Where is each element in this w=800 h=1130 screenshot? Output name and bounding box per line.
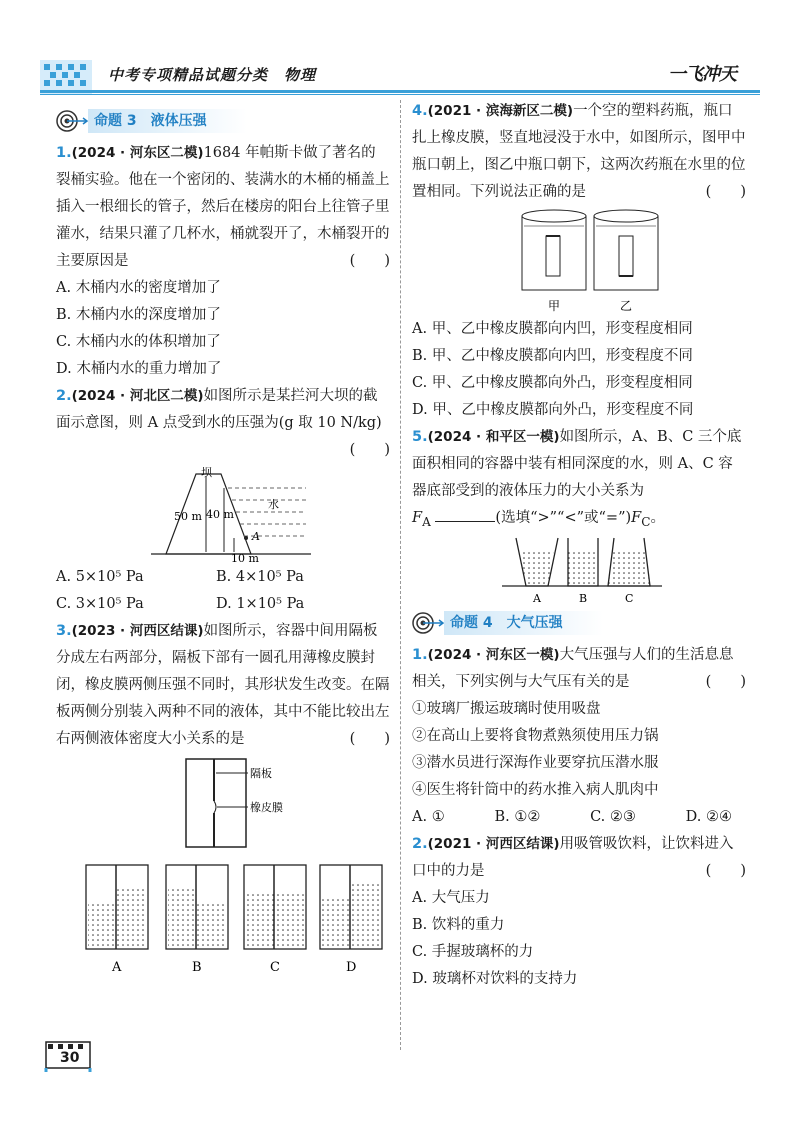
container-label-d: D bbox=[346, 960, 357, 975]
answer-paren: ( ) bbox=[705, 184, 746, 200]
option-c: C. ②③ bbox=[590, 808, 636, 825]
question-number: 5. bbox=[412, 429, 428, 445]
item-4: ④医生将针筒中的药水推入病人肌肉中 bbox=[412, 781, 659, 798]
option-b: B. 甲、乙中橡皮膜都向内凹，形变程度不同 bbox=[412, 348, 693, 364]
force-subscript-a: A bbox=[422, 514, 431, 529]
page-number-badge bbox=[44, 1040, 92, 1072]
question-stem: 用吸管吸饮料，让饮料进入口中的力是 bbox=[412, 835, 734, 879]
question-stem: 1684 年帕斯卡做了著名的裂桶实验。他在一个密闭的、装满水的木桶的桶盖上插入一根细长的管子，然后在楼房的阳台上往管子里灌水，结果只灌了几杯水，桶就裂开了，木桶裂开的主要原因是 bbox=[56, 145, 390, 269]
label-jia: 甲 bbox=[548, 299, 561, 313]
question-4 bbox=[412, 98, 746, 206]
question-source: (2024 · 河东区二模) bbox=[71, 145, 204, 161]
container-label-a: A bbox=[112, 960, 122, 975]
answer-blank[interactable] bbox=[435, 507, 495, 522]
header-checker-icon bbox=[40, 60, 92, 94]
question-stem: 如图所示，A、B、C 三个底面积相同的容器中装有相同深度的水，则 A、C 容器底部受到的液体压力的大小关系为 bbox=[412, 429, 742, 499]
container-label-c: C bbox=[270, 960, 280, 975]
container-b bbox=[166, 865, 228, 949]
question-source: (2024 · 和平区一模) bbox=[427, 429, 560, 445]
question-p1 bbox=[412, 642, 746, 696]
header-brand: 一飞冲天 bbox=[668, 64, 736, 85]
option-a: A. 大气压力 bbox=[412, 889, 490, 906]
answer-paren: ( ) bbox=[349, 731, 390, 747]
force-symbol-c: F bbox=[631, 510, 642, 526]
header-rule-thin bbox=[40, 94, 760, 95]
question-stem: 如图所示是某拦河大坝的截面示意图，则 A 点受到水的压强为(g 取 10 N/kg) bbox=[56, 388, 382, 431]
question-5-fill-line bbox=[412, 505, 746, 536]
question-number: 1. bbox=[56, 145, 72, 161]
question-stem: 大气压强与人们的生活息息相关，下列实例与大气压有关的是 bbox=[412, 646, 734, 690]
option-a: A. ① bbox=[412, 808, 445, 825]
left-column bbox=[56, 104, 390, 983]
option-c: C. 3×10⁵ Pa bbox=[56, 596, 144, 612]
label-yi: 乙 bbox=[620, 299, 633, 313]
item-1: ①玻璃厂搬运玻璃时使用吸盘 bbox=[412, 700, 601, 717]
question-stem: 如图所示，容器中间用隔板分成左右两部分，隔板下部有一圆孔用薄橡皮膜封闭，橡皮膜两侧压强不同时，其形状发生改变。在隔板两侧分别装入两种不同的液体，其中不能比较出左右两侧液体密度大小关系的是 bbox=[56, 623, 390, 747]
vessel-label-b: B bbox=[579, 591, 588, 605]
question-3 bbox=[56, 618, 390, 753]
vessel-label-a: A bbox=[533, 591, 541, 605]
option-d: D. 木桶内水的重力增加了 bbox=[56, 361, 222, 377]
option-d: D. ②④ bbox=[685, 808, 732, 825]
options-row-1 bbox=[56, 564, 390, 591]
sentence-end: 。 bbox=[650, 510, 665, 526]
option-b: B. 木桶内水的深度增加了 bbox=[56, 307, 221, 323]
force-subscript-c: C bbox=[641, 514, 651, 529]
height-10-label: 10 m bbox=[231, 552, 259, 564]
option-d: D. 甲、乙中橡皮膜都向外凸，形变程度不同 bbox=[412, 402, 694, 418]
option-a: A. 木桶内水的密度增加了 bbox=[56, 280, 221, 296]
question-source: (2024 · 河东区一模) bbox=[427, 646, 560, 663]
column-divider bbox=[400, 100, 401, 1050]
dam-label: 坝 bbox=[201, 466, 212, 479]
options-row-2 bbox=[56, 591, 390, 618]
container-a bbox=[86, 865, 148, 949]
header-title: 中考专项精品试题分类 物理 bbox=[108, 66, 317, 84]
option-c: C. 甲、乙中橡皮膜都向外凸，形变程度相同 bbox=[412, 375, 693, 391]
question-source: (2024 · 河北区二模) bbox=[71, 388, 204, 404]
container-c bbox=[244, 865, 306, 949]
question-source: (2021 · 滨海新区二模) bbox=[427, 103, 574, 119]
height-50-label: 50 m bbox=[174, 510, 202, 523]
section-title-3: 命题 3 液体压强 bbox=[88, 109, 247, 133]
membrane-label: 橡皮膜 bbox=[250, 801, 283, 814]
partition-figure bbox=[56, 753, 390, 853]
question-p2 bbox=[412, 831, 746, 885]
question-number: 2. bbox=[56, 388, 72, 404]
dam-figure bbox=[56, 464, 390, 564]
question-2 bbox=[56, 383, 390, 458]
answer-paren: ( ) bbox=[349, 442, 390, 458]
vessels-figure bbox=[412, 536, 746, 606]
header-rule bbox=[40, 90, 760, 93]
answer-paren: ( ) bbox=[705, 673, 746, 690]
option-b: B. 4×10⁵ Pa bbox=[216, 569, 304, 585]
answer-paren: ( ) bbox=[705, 862, 746, 879]
item-2: ②在高山上要将食物煮熟须使用压力锅 bbox=[412, 727, 659, 744]
water-label: 水 bbox=[268, 498, 279, 511]
section-title-4: 命题 4 大气压强 bbox=[444, 611, 603, 635]
container-d bbox=[320, 865, 382, 949]
question-number: 1. bbox=[412, 646, 428, 663]
bottle-figure bbox=[412, 206, 746, 316]
option-d: D. 1×10⁵ Pa bbox=[216, 596, 305, 612]
height-40-label: 40 m bbox=[206, 508, 234, 521]
option-b: B. ①② bbox=[494, 808, 541, 825]
section-header-3 bbox=[56, 106, 390, 136]
question-source: (2021 · 河西区结课) bbox=[427, 835, 560, 852]
option-a: A. 5×10⁵ Pa bbox=[56, 569, 144, 585]
containers-figure bbox=[56, 853, 390, 983]
point-a-label: A bbox=[252, 530, 260, 543]
option-c: C. 手握玻璃杯的力 bbox=[412, 943, 534, 960]
force-symbol-a: F bbox=[412, 510, 423, 526]
page-number: 30 bbox=[60, 1050, 80, 1066]
option-a: A. 甲、乙中橡皮膜都向内凹，形变程度相同 bbox=[412, 321, 693, 337]
option-c: C. 木桶内水的体积增加了 bbox=[56, 334, 221, 350]
container-label-b: B bbox=[192, 960, 202, 975]
right-column bbox=[412, 98, 746, 993]
target-icon bbox=[56, 108, 88, 134]
item-3: ③潜水员进行深海作业要穿抗压潜水服 bbox=[412, 754, 659, 771]
target-icon bbox=[412, 610, 444, 636]
question-number: 3. bbox=[56, 623, 72, 639]
option-b: B. 饮料的重力 bbox=[412, 916, 505, 933]
question-stem: 一个空的塑料药瓶，瓶口扎上橡皮膜，竖直地浸没于水中，如图所示，图甲中瓶口朝上，图乙中瓶口朝下，这两次药瓶在水里的位置相同。下列说法正确的是 bbox=[412, 103, 746, 200]
fill-instruction: (选填“>”“<”或“=”) bbox=[495, 510, 632, 526]
question-source: (2023 · 河西区结课) bbox=[71, 623, 204, 639]
option-d: D. 玻璃杯对饮料的支持力 bbox=[412, 970, 578, 987]
answer-paren: ( ) bbox=[349, 253, 390, 269]
partition-label: 隔板 bbox=[250, 767, 272, 780]
question-number: 2. bbox=[412, 835, 428, 852]
question-1 bbox=[56, 140, 390, 275]
section-header-4 bbox=[412, 608, 746, 638]
vessel-label-c: C bbox=[625, 591, 634, 605]
question-5 bbox=[412, 424, 746, 505]
options-row bbox=[412, 804, 732, 831]
question-number: 4. bbox=[412, 103, 428, 119]
